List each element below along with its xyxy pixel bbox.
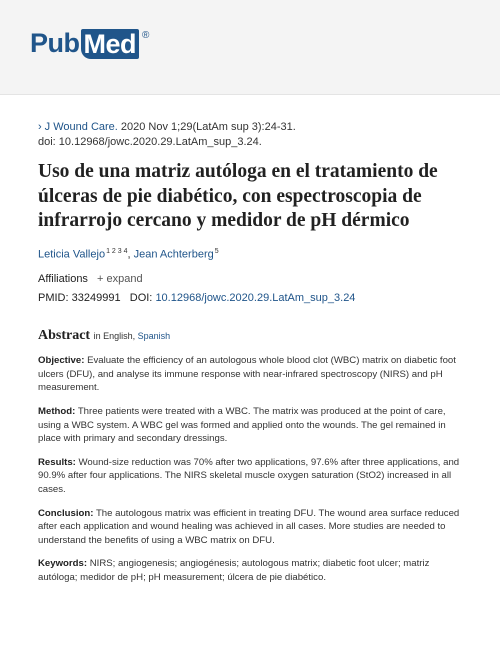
- abstract-conclusion: [38, 507, 468, 548]
- journal-citation: [38, 120, 468, 150]
- author-affiliation-numbers[interactable]: 5: [214, 247, 219, 255]
- registered-mark: ®: [142, 30, 149, 41]
- section-label: Method:: [38, 405, 76, 417]
- section-text: The autologous matrix was efficient in treating DFU. The wound area surface reduced after each application and wound healing was achieved in all cases. More studies are needed to understand the benefits of using a WBC matrix on DFU.: [38, 507, 460, 546]
- section-label: Objective:: [38, 355, 85, 367]
- pmid-label: PMID:: [38, 292, 69, 305]
- author-affiliation-numbers[interactable]: 1 2 3 4: [106, 247, 128, 255]
- section-text: NIRS; angiogenesis; angiogénesis; autologous matrix; diabetic foot ulcer; matriz autóloga; medidor de pH; pH measurement; úlcera de pie diabético.: [38, 558, 430, 583]
- abstract-languages: [94, 331, 171, 341]
- section-text: Evaluate the efficiency of an autologous whole blood clot (WBC) matrix on diabetic foot ulcers (DFU), and analyse its immune response with near-infrared spectroscopy (NIRS) and pH measurement.: [38, 355, 456, 394]
- doi-line: doi: 10.12968/jowc.2020.29.LatAm_sup_3.24.: [38, 136, 262, 148]
- expand-affiliations-button[interactable]: + expand: [97, 273, 143, 286]
- article-content: [38, 120, 468, 584]
- author-link[interactable]: Jean Achterberg: [133, 248, 214, 261]
- site-header: [0, 0, 500, 95]
- article-title: Uso de una matriz autóloga en el tratamiento de úlceras de pie diabético, con espectroscopia de infrarrojo cercano y medidor de pH dérmico: [38, 161, 438, 231]
- journal-link[interactable]: J Wound Care.: [44, 121, 118, 133]
- author-link[interactable]: Leticia Vallejo: [38, 248, 106, 261]
- language-prefix: in English,: [93, 331, 136, 342]
- citation-text: 2020 Nov 1;29(LatAm sup 3):24-31.: [120, 121, 296, 133]
- abstract-keywords: [38, 557, 468, 584]
- author-list: Leticia Vallejo$^{1 2 3 4}$, Jean Achterberg$^5$: [38, 247, 219, 261]
- logo-med-box: Med: [81, 29, 140, 59]
- abstract-results: [38, 456, 468, 497]
- pmid-value: 33249991: [71, 292, 121, 305]
- section-text: Three patients were treated with a WBC. The matrix was produced at the point of care, using a WBC system. A WBC gel was formed and applied onto the wounds. The gel remained in place with primary and secondary dressings.: [38, 405, 446, 445]
- affiliations-label: Affiliations: [38, 273, 88, 286]
- logo-pub-text: Pub: [30, 28, 80, 58]
- section-label: Keywords:: [38, 558, 88, 570]
- abstract-objective: [38, 354, 468, 395]
- spanish-language-link[interactable]: Spanish: [137, 331, 171, 342]
- abstract-heading: [38, 328, 468, 344]
- section-label: Conclusion:: [38, 507, 94, 519]
- abstract-method: [38, 405, 468, 446]
- identifiers-row: [38, 292, 468, 304]
- affiliations-row: [38, 273, 468, 285]
- pubmed-logo[interactable]: [30, 28, 149, 59]
- doi-link[interactable]: 10.12968/jowc.2020.29.LatAm_sup_3.24: [155, 292, 356, 305]
- doi-label: DOI:: [129, 292, 153, 305]
- section-text: Wound-size reduction was 70% after two applications, 97.6% after three applications, and 90.9% after four applications. The NIRS skeletal muscle oxygen saturation (StO2) increased in all cases.: [38, 456, 460, 495]
- section-label: Results:: [38, 456, 76, 468]
- chevron-right-icon[interactable]: ›: [38, 121, 42, 133]
- abstract-title: Abstract: [38, 328, 91, 344]
